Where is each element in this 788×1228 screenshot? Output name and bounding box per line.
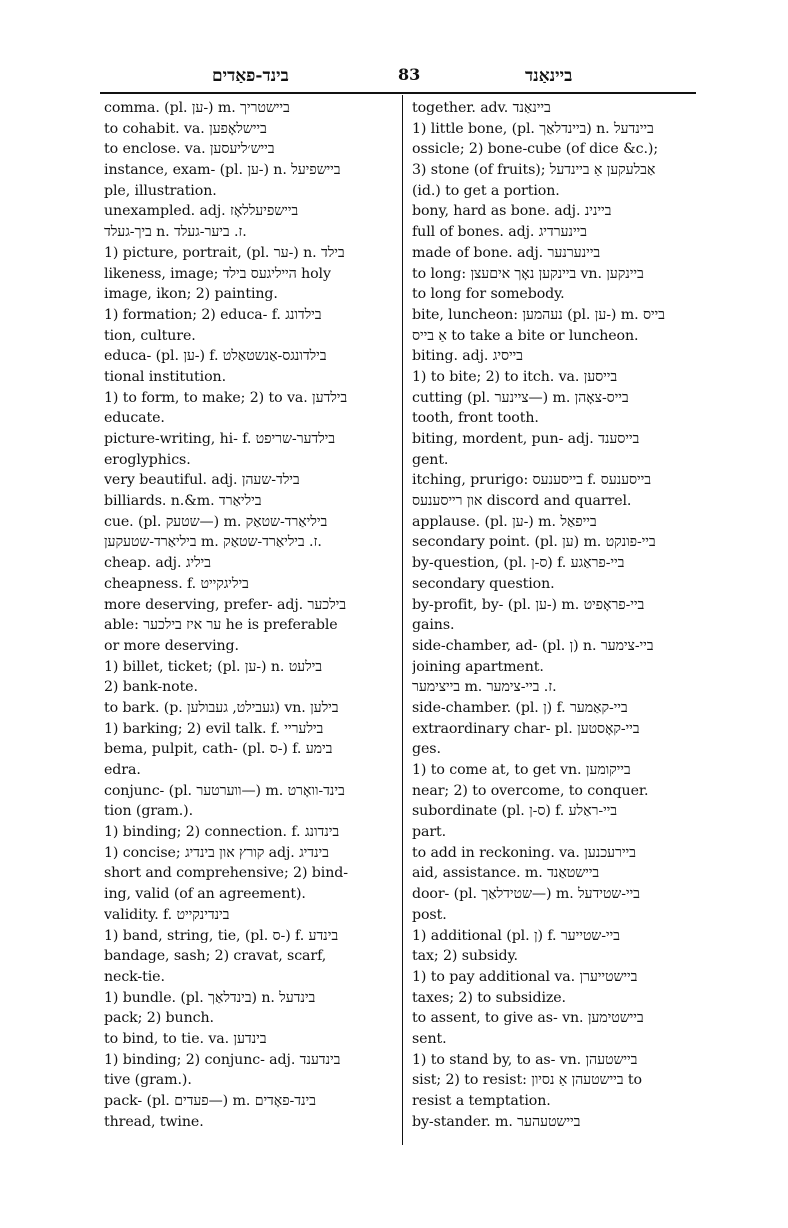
column-divider — [402, 95, 403, 1145]
right-column-line: בייצימער m. ז. ביי-צימער. — [412, 679, 557, 696]
right-column-line: 1) to bite; 2) to itch. va. בייסען — [412, 368, 618, 385]
left-column-line: 1) to form, to make; 2) to va. בילדען — [104, 389, 348, 406]
right-column-line: bony, hard as bone. adj. ביינינ — [412, 203, 612, 220]
right-column-line: part. — [412, 824, 447, 841]
left-column-line: neck-tie. — [104, 968, 165, 985]
right-column-line: together. adv. ביינאַנד — [412, 100, 551, 116]
left-column-line: 1) bundle. (pl. בינדלאַך) n. בינדעל — [104, 989, 316, 1006]
right-column-line: aid, assistance. m. ביישטאַנד — [412, 865, 600, 882]
right-column-line: by-profit, by- (pl. ען-) m. ביי-פראָפיט — [412, 596, 645, 613]
right-column-line: subordinate (pl. ס-ן) f. ביי-ראַלע — [412, 803, 618, 820]
right-column-line: applause. (pl. ען-) m. בייפאַל — [412, 513, 597, 530]
right-column-line: extraordinary char- pl. ביי-קאָסטען — [412, 720, 640, 737]
right-column-line: און רייסענעס discord and quarrel. — [412, 493, 632, 510]
left-column-line: cue. (pl. שטעק—) m. ביליאַרד-שטאַק — [104, 513, 328, 530]
header-left-word: בינד-פאַדים — [212, 66, 289, 86]
right-column-line: to long for somebody. — [412, 286, 565, 303]
left-column-line: tion, culture. — [104, 327, 196, 344]
left-column-line: eroglyphics. — [104, 451, 191, 468]
right-column-line: post. — [412, 906, 447, 923]
left-column-line: tional institution. — [104, 368, 226, 385]
left-column-line: short and comprehensive; 2) bind- — [104, 865, 348, 882]
right-column-line: tax; 2) subsidy. — [412, 948, 518, 965]
left-column-line: image, ikon; 2) painting. — [104, 286, 278, 303]
right-column-line: secondary point. (pl. ען) m. ביי-פונקט — [412, 534, 656, 551]
right-column-line: resist a temptation. — [412, 1093, 551, 1109]
left-column-line: 1) barking; 2) evil talk. f. בילעריי — [104, 720, 324, 737]
right-column-line: to long: ביינקען נאָך איםעצן vn. ביינקען — [412, 265, 644, 282]
left-column-line: more deserving, prefer- adj. בילכער — [104, 596, 346, 613]
right-column-line: 1) to come at, to get vn. בייקומען — [412, 762, 631, 778]
left-column-line: 1) billet, ticket; (pl. ען-) n. בילעט — [104, 658, 322, 675]
left-column-line: bandage, sash; 2) cravat, scarf, — [104, 948, 327, 965]
left-column-line: ביליאַרד-שטעקען m. ז. ביליאַרד-שטאַק. — [104, 534, 322, 551]
left-column-line: to cohabit. va. ביישלאָפען — [104, 120, 267, 137]
right-column-line: near; 2) to overcome, to conquer. — [412, 782, 649, 799]
left-column-line: to bark. (p. געבילט, געבולען) vn. בילען — [104, 699, 339, 716]
right-column-line: sist; 2) to resist: ביישטעהן אַ נסיון to — [412, 1072, 642, 1089]
left-column-line: pack; 2) bunch. — [104, 1010, 214, 1027]
right-column-line: sent. — [412, 1030, 447, 1047]
right-column-line: (id.) to get a portion. — [412, 182, 560, 199]
left-column-line: instance, exam- (pl. ען-) n. ביישפיעל — [104, 162, 341, 179]
left-column-line: 1) binding; 2) conjunc- adj. בינדענד — [104, 1051, 341, 1068]
left-column-line: to bind, to tie. va. בינדען — [104, 1030, 267, 1047]
right-column-line: joining apartment. — [412, 658, 544, 675]
header-rule — [100, 92, 696, 94]
right-column-line: bite, luncheon: נעהמען (pl. ען-) m. בייס — [412, 306, 665, 323]
right-column-line: full of bones. adj. ביינערדיג — [412, 224, 587, 241]
left-column-line: validity. f. בינדינקייט — [104, 906, 230, 923]
right-column-line: 1) little bone, (pl. ביינדלאַך) n. ביינדעל — [412, 120, 654, 137]
right-column-line: אַ בייס to take a bite or luncheon. — [412, 327, 639, 344]
right-column-line: ges. — [412, 741, 441, 758]
left-column-line: edra. — [104, 762, 141, 778]
left-column-line: cheapness. f. ביליגקייט — [104, 575, 249, 592]
right-column-line: 1) to pay additional va. ביישטייערן — [412, 968, 638, 985]
left-column-line: unexampled. adj. ביישפיעללאָז — [104, 203, 299, 220]
right-column-line: tooth, front tooth. — [412, 410, 539, 427]
right-column-line: side-chamber. (pl. ן) f. ביי-קאַמער — [412, 699, 628, 716]
left-column-line: tion (gram.). — [104, 803, 193, 820]
right-column-line: to add in reckoning. va. ביירעכנען — [412, 844, 636, 861]
left-column-line: likeness, image; הייליגעס בילד holy — [104, 265, 331, 282]
right-column-line: cutting (pl. ציינער—) m. בייס-צאָהן — [412, 389, 629, 406]
right-column-line: to assent, to give as- vn. ביישטימען — [412, 1010, 644, 1027]
left-column-line: ביך-געלד n. ז. ביער-געלד. — [104, 224, 247, 241]
page-header — [100, 62, 692, 88]
left-column-line: thread, twine. — [104, 1113, 204, 1130]
left-column-line: ing, valid (of an agreement). — [104, 886, 306, 903]
right-column-line: secondary question. — [412, 575, 555, 592]
left-column-line: comma. (pl. ען-) m. ביישטריך — [104, 100, 290, 116]
right-column-line: gains. — [412, 617, 455, 634]
right-column-line: ossicle; 2) bone-cube (of dice &c.); — [412, 141, 659, 158]
right-column-line: made of bone. adj. ביינערנער — [412, 244, 601, 261]
left-column — [104, 98, 396, 1132]
left-column-line: educa- (pl. ען-) f. בילדונגס-אַנשטאַלט — [104, 348, 327, 365]
left-column-line: bema, pulpit, cath- (pl. ס-) f. בימע — [104, 741, 333, 758]
left-column-line: to enclose. va. בייש׳ליעסען — [104, 141, 275, 158]
left-column-line: picture-writing, hi- f. בילדער-שריפט — [104, 431, 336, 447]
header-right-word: ביינאַנד — [525, 66, 573, 86]
left-column-line: pack- (pl. פעדים—) m. בינד-פאָדים — [104, 1093, 316, 1109]
right-column-line: by-question, (pl. ס-ן) f. ביי-פראַגע — [412, 555, 625, 572]
right-column-line: 1) to stand by, to as- vn. ביישטעהן — [412, 1051, 638, 1068]
left-column-line: 1) concise; קורץ און בינדיג adj. בינדיג — [104, 844, 329, 861]
right-column-line: door- (pl. שטידלאַך—) m. ביי-שטידעל — [412, 886, 640, 903]
right-column-line: gent. — [412, 451, 449, 468]
left-column-line: billiards. n.&m. ביליאַרד — [104, 493, 262, 510]
right-column — [412, 98, 698, 1132]
left-column-line: able: ער איז בילכער he is preferable — [104, 617, 338, 634]
left-column-line: 1) picture, portrait, (pl. ער-) n. בילד — [104, 244, 345, 261]
left-column-line: educate. — [104, 410, 165, 427]
right-column-line: itching, prurigo: בייסענעס f. בייסענעס — [412, 472, 652, 489]
left-column-line: conjunc- (pl. ווערטער—) m. בינד-וואָרט — [104, 782, 345, 799]
right-column-line: biting. adj. בייסיג — [412, 348, 523, 365]
left-column-line: ple, illustration. — [104, 182, 217, 199]
right-column-line: by-stander. m. ביישטעהער — [412, 1113, 581, 1130]
right-column-line: 1) additional (pl. ן) f. ביי-שטייער — [412, 927, 620, 944]
left-column-line: 1) band, string, tie, (pl. ס-) f. בינדע — [104, 927, 339, 944]
left-column-line: very beautiful. adj. בילד-שעהן — [104, 472, 300, 489]
right-column-line: taxes; 2) to subsidize. — [412, 989, 566, 1006]
left-column-line: 2) bank-note. — [104, 679, 198, 696]
left-column-line: cheap. adj. ביליג — [104, 555, 211, 572]
left-column-line: 1) binding; 2) connection. f. בינדונג — [104, 824, 340, 841]
left-column-line: or more deserving. — [104, 637, 239, 654]
left-column-line: 1) formation; 2) educa- f. בילדונג — [104, 306, 322, 323]
right-column-line: side-chamber, ad- (pl. ן) n. ביי-צימער — [412, 637, 654, 654]
right-column-line: 3) stone (of fruits); אַבלעקען אַ ביינדעל — [412, 162, 656, 179]
left-column-line: tive (gram.). — [104, 1072, 192, 1089]
page-number: 83 — [398, 65, 421, 84]
right-column-line: biting, mordent, pun- adj. בייסענד — [412, 431, 640, 447]
